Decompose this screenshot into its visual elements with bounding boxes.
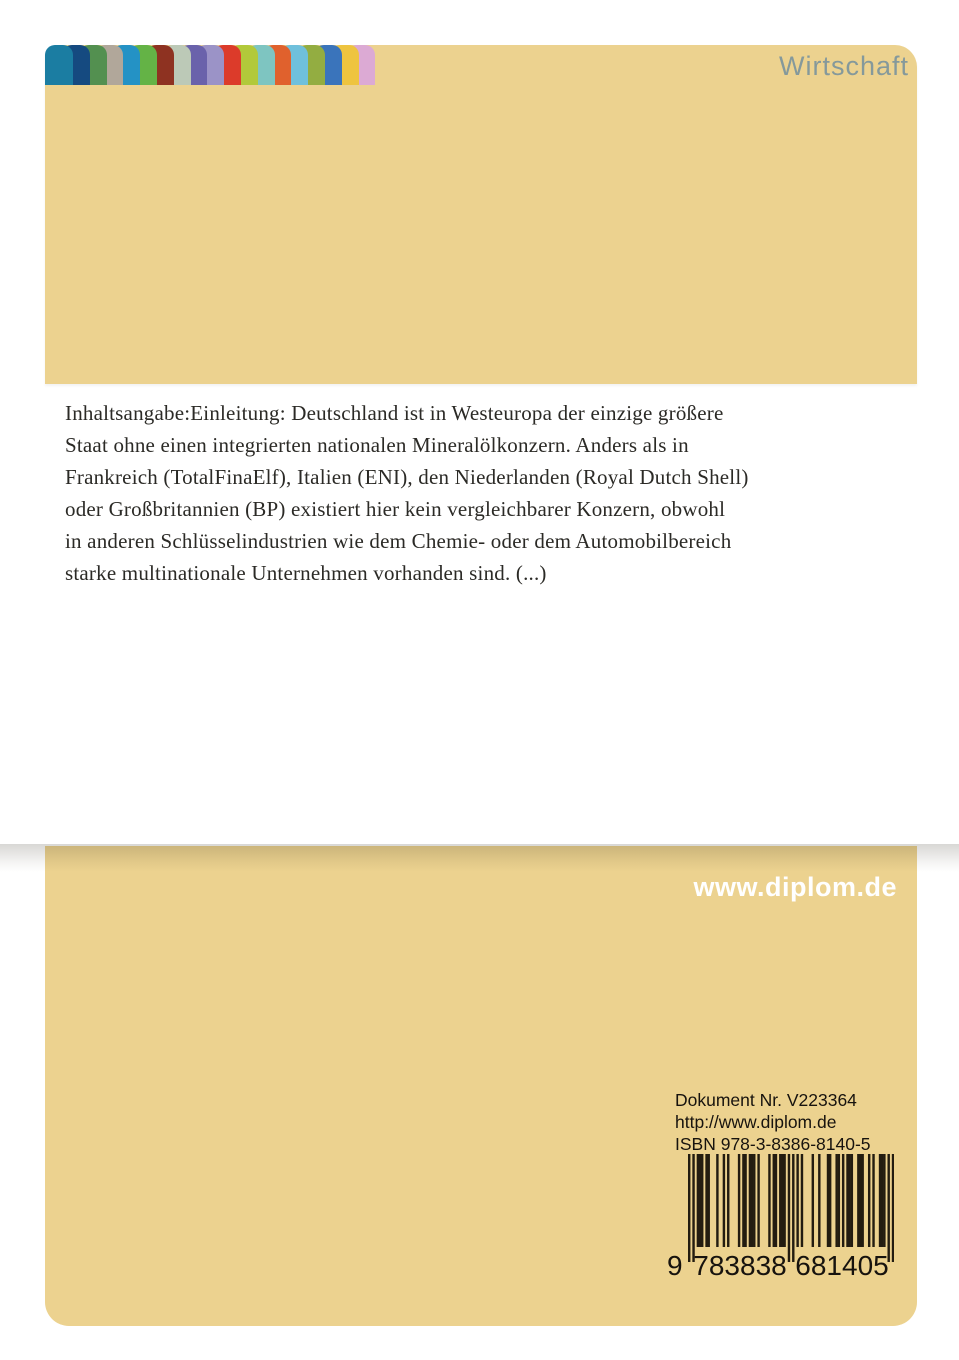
category-label: Wirtschaft <box>778 51 909 81</box>
abstract-line-3: Frankreich (TotalFinaElf), Italien (ENI), den Niederlanden (Royal Dutch Shell) <box>65 465 749 489</box>
barcode-digit-first: 9 <box>667 1250 683 1281</box>
document-number: Dokument Nr. V223364 <box>675 1090 857 1110</box>
abstract-text <box>65 397 749 589</box>
stripe-1 <box>45 45 73 85</box>
barcode-digits-group1: 783838 <box>693 1250 787 1281</box>
abstract-line-2: Staat ohne einen integrierten nationalen Mineralölkonzern. Anders als in <box>65 433 689 457</box>
imprint-url: http://www.diplom.de <box>675 1112 837 1132</box>
category-stripes <box>45 45 390 85</box>
barcode-bars-svg <box>688 1154 894 1262</box>
top-panel <box>45 45 917 384</box>
isbn: ISBN 978-3-8386-8140-5 <box>675 1134 871 1154</box>
imprint-block <box>675 1089 871 1155</box>
bottom-panel <box>45 846 917 1326</box>
abstract-line-6: starke multinationale Unternehmen vorhanden sind. (...) <box>65 561 547 585</box>
abstract-line-4: oder Großbritannien (BP) existiert hier kein vergleichbarer Konzern, obwohl <box>65 497 726 521</box>
barcode <box>667 1154 894 1294</box>
publisher-url: www.diplom.de <box>693 872 897 902</box>
abstract-line-1: Inhaltsangabe:Einleitung: Deutschland ist in Westeuropa der einzige größere <box>65 401 724 425</box>
abstract-line-5: in anderen Schlüsselindustrien wie dem Chemie- oder dem Automobilbereich <box>65 529 732 553</box>
barcode-digits-group2: 681405 <box>795 1250 889 1281</box>
